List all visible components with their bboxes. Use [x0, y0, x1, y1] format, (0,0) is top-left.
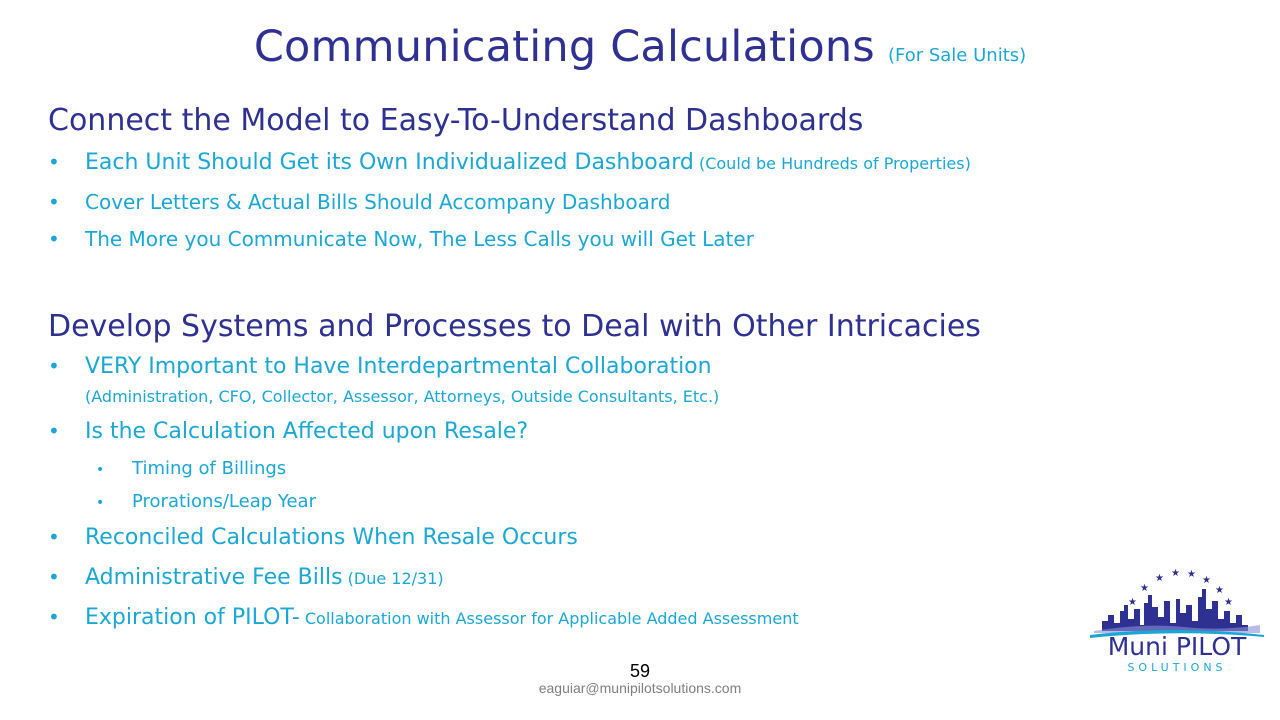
- svg-text:★: ★: [1155, 573, 1164, 584]
- svg-text:★: ★: [1224, 597, 1233, 608]
- bullet-text: Is the Calculation Affected upon Resale?: [85, 419, 529, 444]
- section1-bullet-3: [48, 227, 754, 251]
- muni-pilot-logo: [1084, 565, 1270, 680]
- svg-text:★: ★: [1128, 597, 1137, 608]
- slide-title: [0, 22, 1280, 72]
- section1-bullet-1: [48, 150, 971, 175]
- section2-bullet-2: [48, 419, 528, 444]
- bullet-dot: •: [48, 419, 60, 443]
- section1-bullet-2: [48, 190, 670, 214]
- svg-text:★: ★: [1171, 568, 1180, 579]
- title-subtitle: (For Sale Units): [887, 45, 1027, 66]
- bullet-dot: •: [96, 495, 105, 511]
- footer-email: eaguiar@munipilotsolutions.com: [538, 680, 742, 696]
- section2-subitem-1: [96, 458, 286, 479]
- bullet-dot: •: [48, 190, 60, 214]
- section2-bullet-5: [48, 605, 799, 630]
- svg-text:★: ★: [1215, 585, 1224, 596]
- bullet-dot: •: [48, 227, 60, 251]
- city-skyline-icon: [1090, 589, 1264, 638]
- subitem-text: Prorations/Leap Year: [132, 491, 316, 512]
- bullet-text: Administrative Fee Bills: [85, 565, 343, 590]
- svg-text:★: ★: [1202, 575, 1211, 586]
- subitem-text: Timing of Billings: [132, 458, 287, 479]
- svg-text:★: ★: [1140, 583, 1149, 594]
- page-number: 59: [629, 661, 651, 681]
- svg-text:★: ★: [1187, 569, 1196, 580]
- bullet-text: Cover Letters & Actual Bills Should Accompany Dashboard: [85, 190, 671, 214]
- bullet-text: Reconciled Calculations When Resale Occurs: [85, 525, 578, 550]
- section2-bullet-3: [48, 525, 578, 550]
- bullet-text: The More you Communicate Now, The Less Calls you will Get Later: [85, 227, 754, 251]
- bullet-text: VERY Important to Have Interdepartmental Collaboration: [85, 354, 712, 379]
- section2-bullet-4: [48, 565, 444, 590]
- section2-subitem-2: [96, 491, 316, 512]
- bullet-dot: •: [48, 605, 60, 629]
- logo-graphic: [1084, 565, 1270, 680]
- bullet-dot: •: [48, 354, 60, 378]
- bullet-text: Each Unit Should Get its Own Individualized Dashboard: [85, 150, 694, 175]
- bullet-note: Collaboration with Assessor for Applicable Added Assessment: [304, 609, 799, 628]
- bullet-note: (Due 12/31): [347, 569, 444, 588]
- bullet-dot: •: [48, 565, 60, 589]
- logo-name: Muni PILOT: [1107, 632, 1247, 661]
- bullet-dot: •: [96, 462, 105, 478]
- title-main: Communicating Calculations: [253, 22, 875, 72]
- section2-bullet-1: [48, 354, 712, 379]
- section1-heading: Connect the Model to Easy-To-Understand Dashboards: [48, 103, 864, 138]
- bullet-dot: •: [48, 525, 60, 549]
- logo-tagline: SOLUTIONS: [1127, 661, 1227, 674]
- section2-bullet-1-note: (Administration, CFO, Collector, Assessor, Attorneys, Outside Consultants, Etc.): [85, 387, 720, 406]
- bullet-text: Expiration of PILOT-: [85, 605, 300, 630]
- bullet-dot: •: [48, 150, 60, 174]
- section2-heading: Develop Systems and Processes to Deal with Other Intricacies: [48, 309, 981, 344]
- bullet-note: (Could be Hundreds of Properties): [698, 154, 971, 173]
